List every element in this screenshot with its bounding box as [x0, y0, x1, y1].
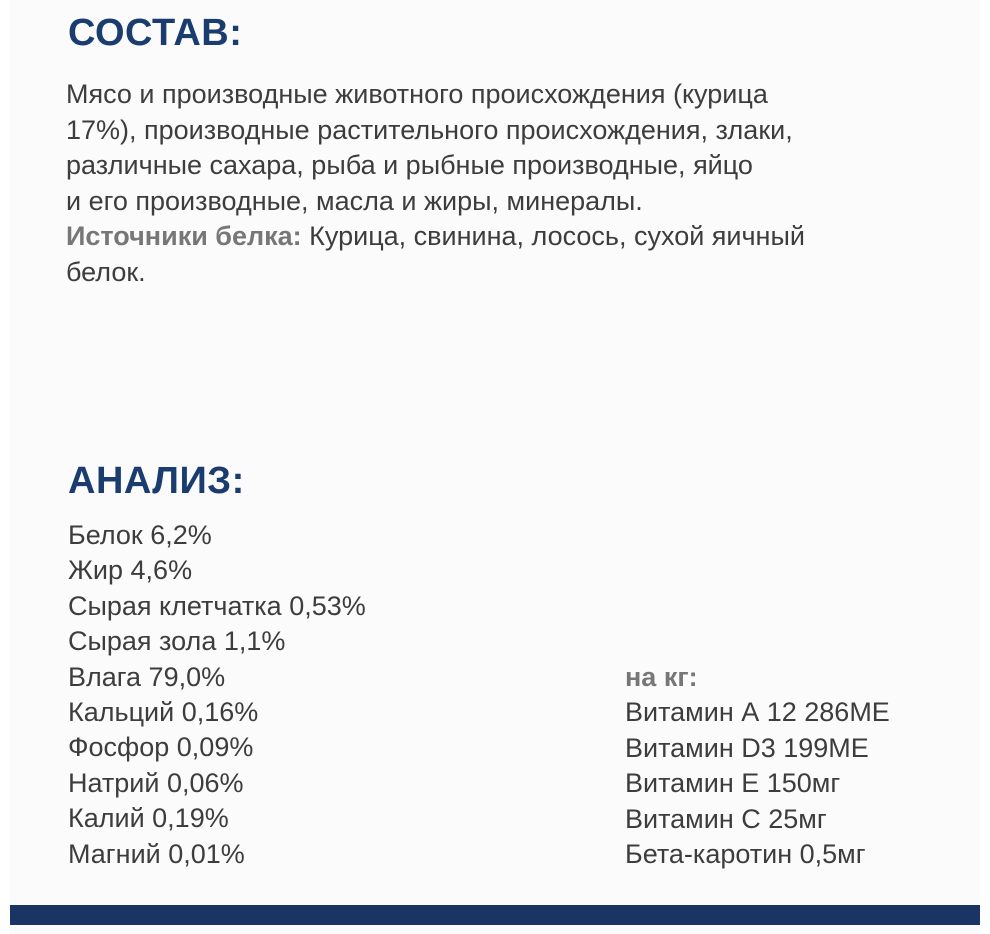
analysis-item: Жир 4,6% [68, 555, 193, 586]
analysis-item: Магний 0,01% [68, 838, 245, 869]
analysis-heading: АНАЛИЗ: [68, 460, 245, 502]
per-kg-label: на кг: [625, 662, 698, 692]
composition-line: Мясо и производные животного происхождения (курица [66, 79, 768, 109]
composition-text [66, 77, 946, 290]
bottom-bar [10, 905, 980, 925]
analysis-item: Фосфор 0,09% [68, 732, 254, 763]
analysis-item: Влага 79,0% [68, 661, 226, 692]
vitamin-item: Витамин А 12 286МЕ [625, 697, 890, 728]
analysis-item: Натрий 0,06% [68, 767, 244, 798]
analysis-item: Кальций 0,16% [68, 697, 259, 728]
analysis-item: Сырая зола 1,1% [68, 626, 286, 657]
analysis-list [68, 518, 366, 872]
per-kg-list [625, 660, 890, 872]
protein-sources-label: Источники белка: [66, 221, 302, 251]
composition-heading: СОСТАВ: [68, 12, 243, 54]
composition-line: и его производные, масла и жиры, минералы. [66, 185, 643, 216]
vitamin-item: Витамин D3 199МЕ [625, 732, 869, 763]
protein-sources-text: Курица, свинина, лосось, сухой яичный [301, 221, 805, 251]
vitamin-item: Бета-каротин 0,5мг [625, 839, 866, 870]
analysis-item: Белок 6,2% [68, 520, 212, 550]
protein-sources-line [66, 219, 946, 255]
vitamin-item: Витамин Е 150мг [625, 768, 841, 799]
analysis-item: Сырая клетчатка 0,53% [68, 590, 366, 621]
vitamin-item: Витамин С 25мг [625, 803, 827, 834]
analysis-item: Калий 0,19% [68, 803, 229, 834]
composition-line: 17%), производные растительного происхождения, злаки, [66, 114, 793, 145]
protein-sources-continuation: белок. [66, 256, 146, 287]
composition-line: различные сахара, рыба и рыбные производные, яйцо [66, 150, 753, 180]
